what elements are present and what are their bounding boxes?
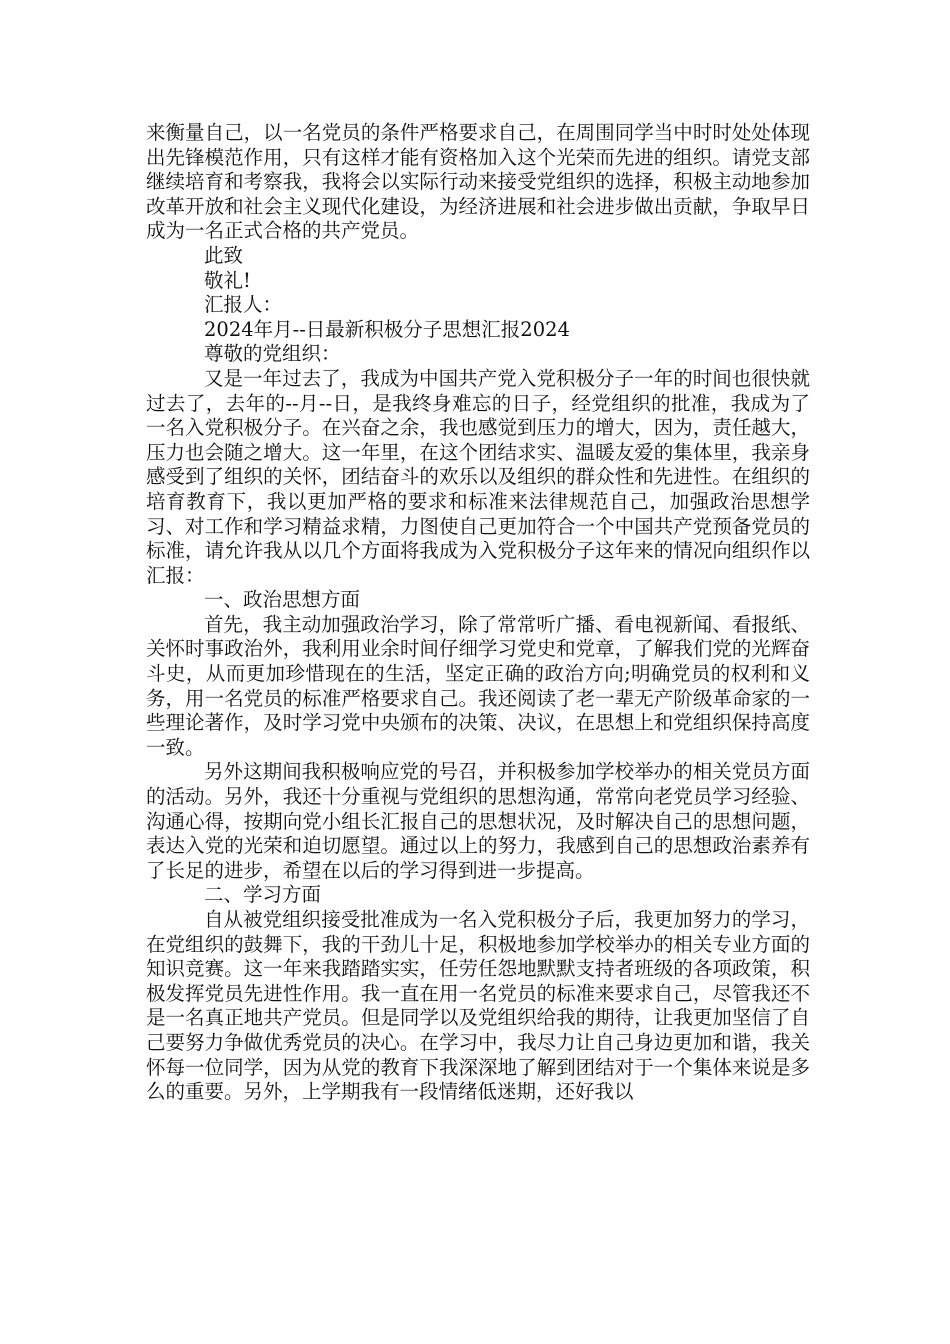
- paragraph-continuation: 来衡量自己，以一名党员的条件严格要求自己，在周围同学当中时时处处体现出先锋模范作用，只有这样才能有资格加入这个光荣而先进的组织。请党支部继续培育和考察我，我将会以实际行动来接受党组织的选择，积极主动地参加改革开放和社会主义现代化建设，为经济进展和社会进步做出贡献，争取早日成为一名正式合格的共产党员。: [146, 121, 810, 243]
- closing-salutation-2: 敬礼!: [204, 268, 251, 292]
- paragraph-study: 自从被党组织接受批准成为一名入党积极分子后，我更加努力的学习，在党组织的鼓舞下，我的干劲儿十足，积极地参加学校举办的相关专业方面的知识竞赛。这一年来我踏踏实实，任劳任怨地默默支持者班级的各项政策，积极发挥党员先进性作用。我一直在用一名党员的标准来要求自己，尽管我还不是一名真正地共产党员。但是同学以及党组织给我的期待，让我更加坚信了自己要努力争做优秀党员的决心。在学习中，我尽力让自己身边更加和谐，我关怀每一位同学，因为从党的教育下我深深地了解到团结对于一个集体来说是多么的重要。另外，上学期我有一段情绪低迷期，还好我以: [146, 908, 810, 1104]
- paragraph-intro: 又是一年过去了，我成为中国共产党入党积极分子一年的时间也很快就过去了，去年的--月--日，是我终身难忘的日子，经党组织的批准，我成为了一名入党积极分子。在兴奋之余，我也感觉到压力的增大，因为，责任越大，压力也会随之增大。这一年里，在这个团结求实、温暖友爱的集体里，我亲身感受到了组织的关怀，团结奋斗的欢乐以及组织的群众性和先进性。在组织的培育教育下，我以更加严格的要求和标准来法律规范自己，加强政治思想学习、对工作和学习精益求精，力图使自己更加符合一个中国共产党预备党员的标准，请允许我从以几个方面将我成为入党积极分子这年来的情况向组织作以汇报：: [146, 366, 810, 587]
- section-heading-study: 二、学习方面: [204, 883, 322, 907]
- paragraph-political-2: 另外这期间我积极响应党的号召，并积极参加学校举办的相关党员方面的活动。另外，我还十分重视与党组织的思想沟通，常常向老党员学习经验、沟通心得，按期向党小组长汇报自己的思想状况，及时解决自己的思想问题，表达入党的光荣和迫切愿望。通过以上的努力，我感到自己的思想政治素养有了长足的进步，希望在以后的学习得到进一步提高。: [146, 760, 810, 882]
- report-title: 2024年月--日最新积极分子思想汇报2024: [204, 317, 570, 341]
- reporter-line: 汇报人：: [204, 293, 283, 317]
- section-heading-political: 一、政治思想方面: [204, 588, 361, 612]
- greeting: 尊敬的党组织：: [204, 342, 341, 366]
- closing-salutation-1: 此致: [204, 243, 244, 267]
- paragraph-political-1: 首先，我主动加强政治学习，除了常常听广播、看电视新闻、看报纸、关怀时事政治外，我利用业余时间仔细学习党史和党章，了解我们党的光辉奋斗史，从而更加珍惜现在的生活，坚定正确的政治方向;明确党员的权利和义务，用一名党员的标准严格要求自己。我还阅读了老一辈无产阶级革命家的一些理论著作，及时学习党中央颁布的决策、决议，在思想上和党组织保持高度一致。: [146, 612, 810, 759]
- document-body: [146, 121, 810, 1105]
